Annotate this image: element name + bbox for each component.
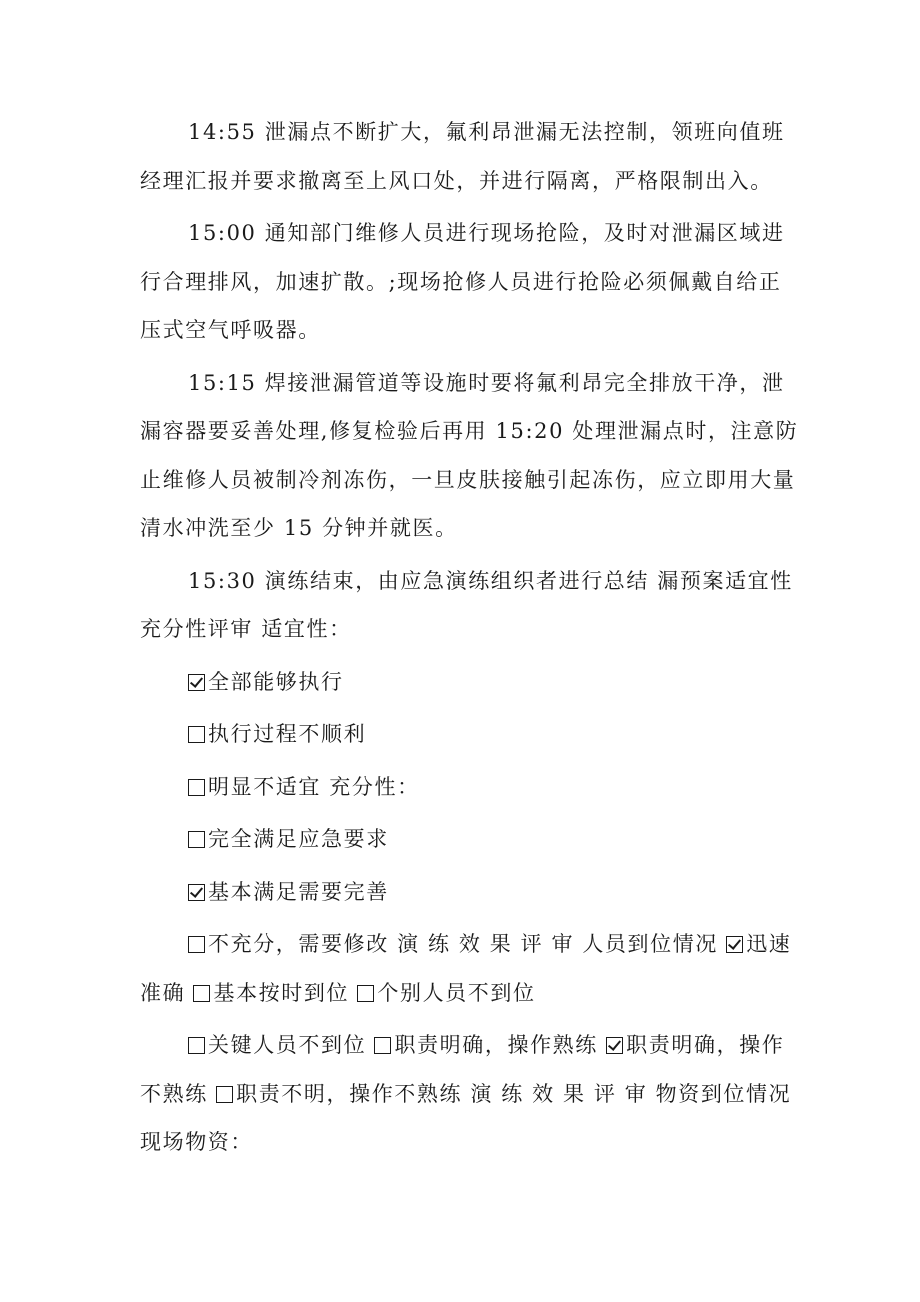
empty-checkbox-icon — [188, 779, 205, 796]
option-label: 基本按时到位 — [213, 980, 350, 1005]
option-label: 关键人员不到位 — [208, 1033, 367, 1057]
paragraph-1455: 14:55 泄漏点不断扩大，氟利昂泄漏无法控制，领班向值班经理汇报并要求撤离至上风口处，并进行隔离，严格限制出入。 — [140, 120, 785, 193]
option-label: 职责明确，操作熟练 — [394, 1033, 598, 1057]
option-not-suitable — [140, 763, 800, 812]
checked-checkbox-icon — [726, 936, 743, 953]
paragraph-1500: 15:00 通知部门维修人员进行现场抢险，及时对泄漏区域进行合理排风，加速扩散。;现场抢修人员进行抢险必须佩戴自给正压式空气呼吸器。 — [140, 221, 785, 342]
option-label: 职责不明，操作不熟练 演 练 效 果 评 审 物资到位情况 现场物资： — [140, 1081, 792, 1154]
empty-checkbox-icon — [188, 726, 205, 743]
option-not-smooth — [140, 710, 800, 759]
checked-checkbox-icon — [188, 884, 205, 901]
option-label: 不充分，需要修改 演 练 效 果 评 审 人员到位情况 — [208, 932, 727, 956]
option-all-executable — [140, 658, 800, 707]
option-basically-meets — [140, 868, 800, 917]
option-label: 全部能够执行 — [208, 669, 344, 694]
checked-checkbox-icon — [606, 1037, 623, 1054]
option-label: 基本满足需要完善 — [208, 879, 389, 904]
paragraph-duty-eval — [140, 1021, 800, 1167]
option-label: 迅速准确 — [140, 932, 792, 1005]
option-fully-meets — [140, 815, 800, 864]
paragraph-personnel-eval — [140, 920, 800, 1017]
empty-checkbox-icon — [188, 1037, 205, 1054]
checked-checkbox-icon — [188, 674, 205, 691]
empty-checkbox-icon — [374, 1037, 391, 1054]
empty-checkbox-icon — [193, 985, 210, 1002]
option-label: 明显不适宜 充分性： — [208, 774, 420, 799]
option-label: 个别人员不到位 — [377, 980, 536, 1005]
empty-checkbox-icon — [188, 831, 205, 848]
empty-checkbox-icon — [357, 985, 374, 1002]
option-label: 完全满足应急要求 — [208, 827, 389, 851]
empty-checkbox-icon — [216, 1086, 233, 1103]
option-label: 执行过程不顺利 — [208, 722, 367, 746]
document-body — [140, 108, 800, 1171]
option-label: 职责明确，操作不熟练 — [140, 1033, 785, 1106]
empty-checkbox-icon — [188, 936, 205, 953]
paragraph-1515: 15:15 焊接泄漏管道等设施时要将氟利昂完全排放干净，泄漏容器要妥善处理,修复检验后再用 15:20 处理泄漏点时，注意防止维修人员被制冷剂冻伤，一旦皮肤接触引起冻伤，应立即用大量清水冲洗至少 15 分钟并就医。 — [140, 370, 799, 540]
paragraph-1530: 15:30 演练结束，由应急演练组织者进行总结 漏预案适宜性 充分性评审 适宜性： — [140, 568, 793, 641]
